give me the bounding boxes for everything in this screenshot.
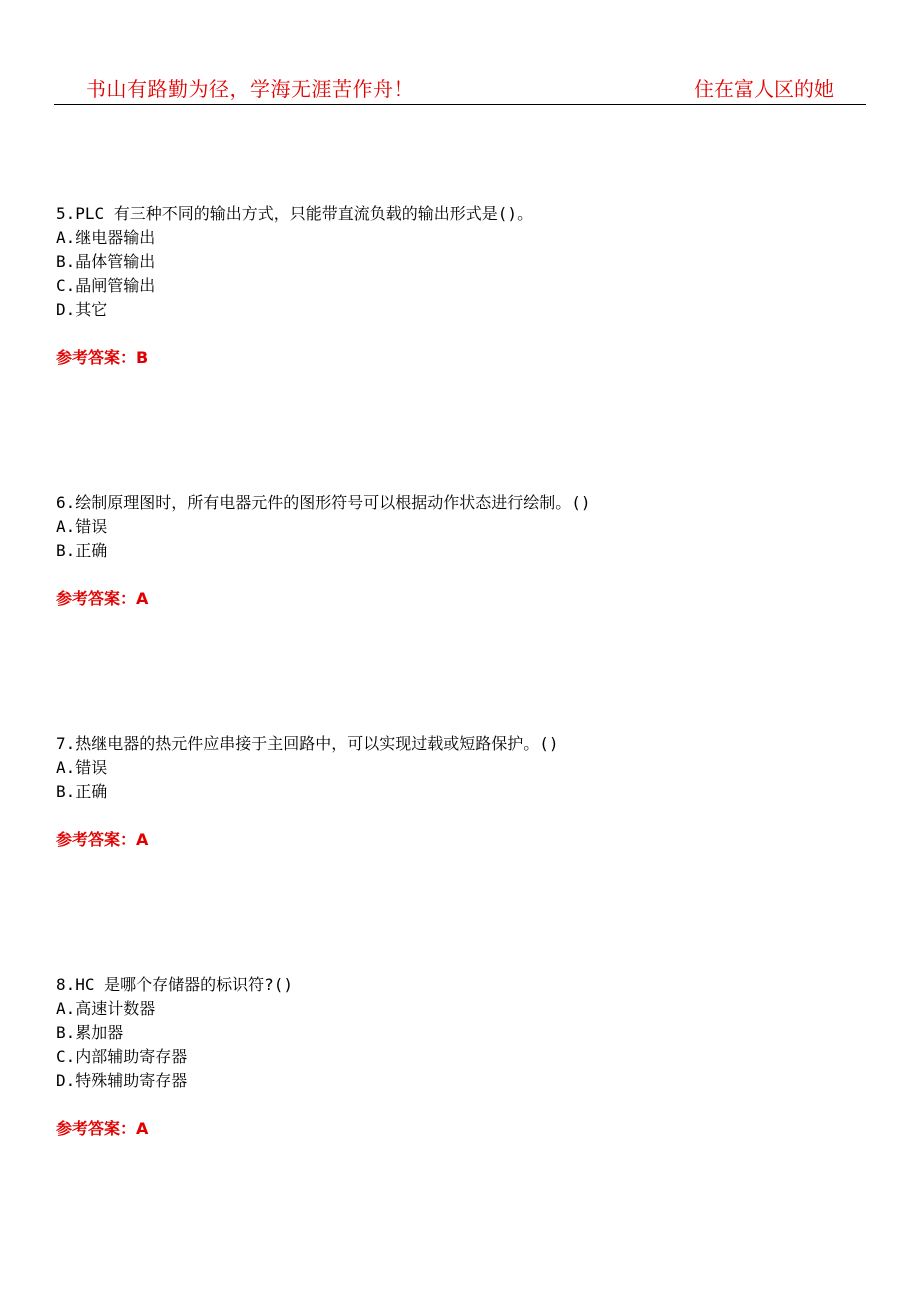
option-a: A.错误 [56, 758, 108, 777]
reference-answer: 参考答案：A [56, 1119, 149, 1138]
option-d: D.特殊辅助寄存器 [56, 1071, 188, 1090]
question-8 [56, 973, 856, 1141]
reference-answer: 参考答案：A [56, 589, 149, 608]
header-motto: 书山有路勤为径，学海无涯苦作舟！ [86, 77, 414, 101]
question-7 [56, 732, 856, 852]
option-d: D.其它 [56, 300, 108, 319]
question-text: 7.热继电器的热元件应串接于主回路中，可以实现过载或短路保护。() [56, 734, 559, 753]
option-b: B.晶体管输出 [56, 252, 156, 271]
option-a: A.错误 [56, 517, 108, 536]
question-5 [56, 202, 856, 370]
option-b: B.正确 [56, 541, 108, 560]
question-6 [56, 491, 856, 611]
option-b: B.累加器 [56, 1023, 124, 1042]
header-right-text: 住在富人区的她 [694, 77, 834, 101]
question-text: 6.绘制原理图时，所有电器元件的图形符号可以根据动作状态进行绘制。() [56, 493, 591, 512]
reference-answer: 参考答案：A [56, 830, 149, 849]
question-text: 5.PLC 有三种不同的输出方式，只能带直流负载的输出形式是()。 [56, 204, 534, 223]
reference-answer: 参考答案：B [56, 348, 149, 367]
option-a: A.高速计数器 [56, 999, 156, 1018]
option-b: B.正确 [56, 782, 108, 801]
question-text: 8.HC 是哪个存储器的标识符?() [56, 975, 294, 994]
option-a: A.继电器输出 [56, 228, 156, 247]
option-c: C.晶闸管输出 [56, 276, 156, 295]
option-c: C.内部辅助寄存器 [56, 1047, 188, 1066]
page-header [54, 70, 866, 105]
